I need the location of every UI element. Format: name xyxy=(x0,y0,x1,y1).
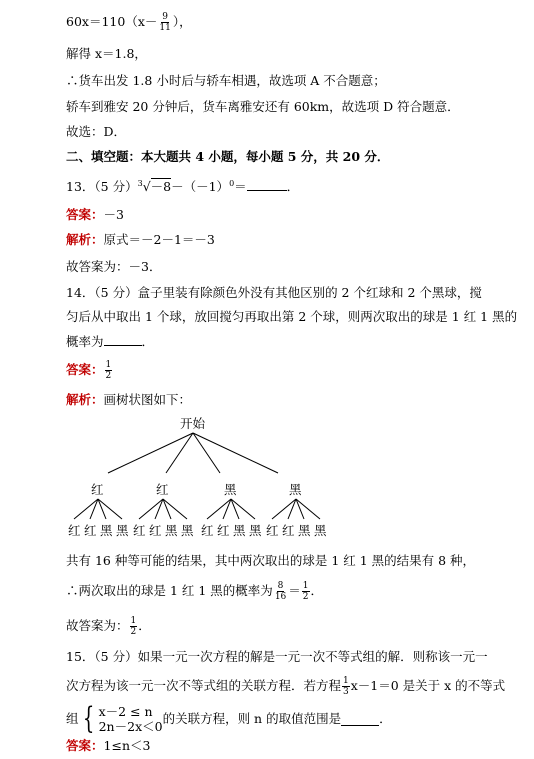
q15-line2-suffix: x－1＝0 是关于 x 的不等式 xyxy=(350,678,506,693)
fraction xyxy=(130,616,138,637)
tree-leaf: 红 xyxy=(217,523,230,538)
frac-den: 2 xyxy=(302,592,309,602)
q15-line3-suffix: 的关联方程，则 n 的取值范围是 xyxy=(162,711,342,726)
tree-node-2: 红 xyxy=(156,482,169,497)
analysis-label: 解析： xyxy=(66,392,104,407)
q14-line3 xyxy=(66,334,154,350)
tree-node-3: 黑 xyxy=(224,482,237,497)
tree-node-1: 红 xyxy=(91,482,104,497)
answer-blank xyxy=(341,724,379,726)
tree-root: 开始 xyxy=(180,416,206,431)
eq-prefix: 60x＝110（x－ xyxy=(66,14,158,29)
inequality-2: 2n－2x＜0 xyxy=(98,719,163,734)
q14-analysis xyxy=(66,392,191,408)
q14-result2 xyxy=(66,581,323,602)
frac-num: 1 xyxy=(105,360,112,370)
q14-line2: 匀后从中取出 1 个球，放回搅匀再取出第 2 个球，则两次取出的球是 1 红 1 黑的 xyxy=(66,309,518,324)
tree-leaf: 红 xyxy=(201,523,214,538)
q14-answer xyxy=(66,360,113,381)
frac-den: 2 xyxy=(105,371,112,381)
radicand: －8 xyxy=(150,179,172,195)
tree-leaf: 黑 xyxy=(233,523,246,538)
conclusion-line: ∴货车出发 1.8 小时后与轿车相遇，故选项 A 不合题意； xyxy=(66,73,386,88)
inequality-1: x－2 ≤ n xyxy=(98,704,153,719)
tree-leaf: 红 xyxy=(133,523,146,538)
frac-den: 11 xyxy=(159,23,171,33)
tree-leaf: 黑 xyxy=(314,523,327,538)
frac-num: 1 xyxy=(302,581,309,591)
choice-line: 故选：D． xyxy=(66,124,127,139)
q13-answer xyxy=(66,207,124,223)
q14-line3-end: ． xyxy=(141,334,155,349)
q15-line2-text: 次方程为该一元一次不等式组的关联方程．若方程 xyxy=(66,678,342,693)
option-d-line: 轿车到雅安 20 分钟后，货车离雅安还有 60km，故选项 D 符合题意． xyxy=(66,99,460,114)
tree-leaf: 黑 xyxy=(100,523,113,538)
answer-blank xyxy=(247,189,287,191)
frac-num: 9 xyxy=(162,12,168,22)
period: ． xyxy=(310,583,324,598)
tree-leaf: 红 xyxy=(266,523,279,538)
answer-label: 答案： xyxy=(66,738,104,753)
tree-leaf: 黑 xyxy=(165,523,178,538)
q15-line1: 15．（5 分）如果一元一次方程的解是一元一次不等式组的解．则称该一元一 xyxy=(66,649,488,664)
frac-num: 1 xyxy=(343,676,349,686)
q13-conclusion: 故答案为：－3． xyxy=(66,259,162,274)
tree-leaf: 红 xyxy=(149,523,162,538)
fraction xyxy=(342,676,350,697)
period: ． xyxy=(138,618,151,633)
result2-text: ∴两次取出的球是 1 红 1 黑的概率为 xyxy=(66,583,273,598)
frac-num: 8 xyxy=(277,581,284,591)
frac-num: 1 xyxy=(130,616,137,626)
analysis-label: 解析： xyxy=(66,232,104,247)
q15-answer xyxy=(66,738,150,754)
q13-prefix: 13．（5 分） xyxy=(66,179,138,195)
exponent: 0 xyxy=(229,179,235,188)
cube-root-index: 3 xyxy=(137,179,143,188)
inequality-system xyxy=(99,704,163,734)
fraction xyxy=(302,581,310,602)
period: ． xyxy=(379,711,392,726)
q13-middle: －（－1） xyxy=(171,179,230,195)
q14-line1: 14．（5 分）盒子里装有除颜色外没有其他区别的 2 个红球和 2 个黑球，搅 xyxy=(66,285,482,300)
solution-line: 解得 x＝1.8， xyxy=(66,46,147,61)
fraction xyxy=(158,12,171,33)
q13-end: ． xyxy=(286,179,300,195)
brace-icon: { xyxy=(82,701,94,736)
tree-leaf: 黑 xyxy=(298,523,311,538)
tree-leaf: 红 xyxy=(84,523,97,538)
tree-leaf: 黑 xyxy=(116,523,129,538)
fraction xyxy=(274,581,287,602)
question-13 xyxy=(66,176,299,195)
q14-result1: 共有 16 种等可能的结果，其中两次取出的球是 1 红 1 黑的结果有 8 种， xyxy=(66,553,476,568)
conclusion-text: 故答案为： xyxy=(66,618,129,633)
tree-leaf: 红 xyxy=(68,523,81,538)
q15-line2 xyxy=(66,676,505,697)
analysis-text: 画树状图如下： xyxy=(103,392,192,407)
tree-leaf: 黑 xyxy=(181,523,194,538)
equation-line xyxy=(66,12,192,33)
frac-den: 2 xyxy=(130,627,137,637)
answer-label: 答案： xyxy=(66,207,104,222)
frac-den: 3 xyxy=(343,687,349,697)
tree-leaf: 黑 xyxy=(249,523,262,538)
frac-den: 16 xyxy=(274,592,287,602)
q13-analysis xyxy=(66,232,215,248)
q14-line3-text: 概率为 xyxy=(66,334,104,349)
answer-label: 答案： xyxy=(66,362,104,377)
q15-line3-prefix: 组 xyxy=(66,711,79,726)
tree-node-4: 黑 xyxy=(289,482,302,497)
eq-suffix: ）， xyxy=(172,14,192,29)
equals: ＝ xyxy=(288,583,301,598)
section-heading: 二、填空题：本大题共 4 小题，每小题 5 分，共 20 分． xyxy=(66,149,390,164)
tree-leaf: 红 xyxy=(282,523,295,538)
answer-blank xyxy=(104,344,142,346)
q15-line3 xyxy=(66,703,392,735)
q14-conclusion xyxy=(66,616,151,637)
analysis-text: 原式＝－2－1＝－3 xyxy=(103,232,215,247)
answer-fraction xyxy=(105,360,113,381)
radical-icon: √ xyxy=(142,179,151,195)
tree-diagram xyxy=(60,415,350,545)
answer-value: 1≤n＜3 xyxy=(103,738,151,753)
answer-value: －3 xyxy=(103,207,124,222)
q13-eq: ＝ xyxy=(234,179,247,195)
